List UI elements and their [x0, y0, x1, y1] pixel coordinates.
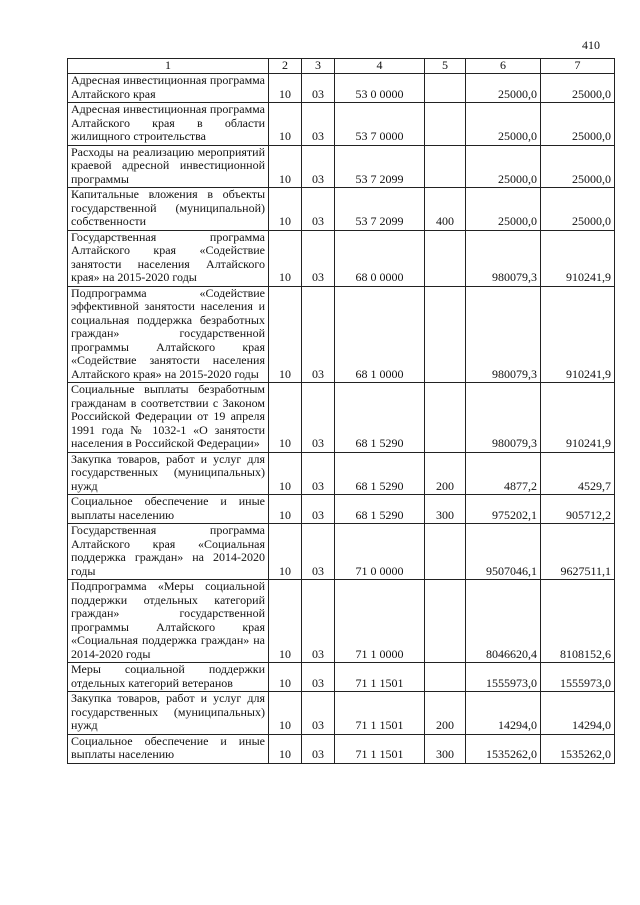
table-row — [68, 383, 615, 453]
expense-type-cell: 400 — [425, 188, 466, 231]
amount-year1-cell: 1535262,0 — [466, 734, 541, 763]
amount-year1-cell: 25000,0 — [466, 103, 541, 146]
column-header: 1 — [68, 59, 269, 74]
row-name-cell: Подпрограмма «Меры социальной поддержки отдельных категорий граждан» государственной программы Алтайского края «Социальная поддержка граждан» на 2014-2020 годы — [68, 580, 269, 663]
target-article-cell: 71 1 1501 — [335, 734, 425, 763]
expense-type-cell: 300 — [425, 495, 466, 524]
amount-year2-cell: 9627511,1 — [541, 524, 615, 580]
section-code-cell: 10 — [269, 188, 302, 231]
table-row — [68, 734, 615, 763]
expense-type-cell — [425, 524, 466, 580]
expense-type-cell — [425, 663, 466, 692]
table-row — [68, 188, 615, 231]
row-name-cell: Закупка товаров, работ и услуг для государственных (муниципальных) нужд — [68, 452, 269, 495]
amount-year1-cell: 980079,3 — [466, 230, 541, 286]
column-header: 3 — [302, 59, 335, 74]
section-code-cell: 10 — [269, 692, 302, 735]
amount-year2-cell: 910241,9 — [541, 286, 615, 383]
table-row — [68, 103, 615, 146]
amount-year2-cell: 14294,0 — [541, 692, 615, 735]
amount-year1-cell: 8046620,4 — [466, 580, 541, 663]
section-code-cell: 10 — [269, 580, 302, 663]
subsection-code-cell: 03 — [302, 692, 335, 735]
row-name-cell: Закупка товаров, работ и услуг для государственных (муниципальных) нужд — [68, 692, 269, 735]
section-code-cell: 10 — [269, 230, 302, 286]
amount-year2-cell: 1555973,0 — [541, 663, 615, 692]
target-article-cell: 53 7 0000 — [335, 103, 425, 146]
subsection-code-cell: 03 — [302, 524, 335, 580]
expense-type-cell — [425, 145, 466, 188]
amount-year2-cell: 25000,0 — [541, 145, 615, 188]
subsection-code-cell: 03 — [302, 734, 335, 763]
amount-year2-cell: 910241,9 — [541, 383, 615, 453]
target-article-cell: 71 1 0000 — [335, 580, 425, 663]
target-article-cell: 68 1 0000 — [335, 286, 425, 383]
target-article-cell: 53 7 2099 — [335, 188, 425, 231]
subsection-code-cell: 03 — [302, 103, 335, 146]
target-article-cell: 68 0 0000 — [335, 230, 425, 286]
row-name-cell: Государственная программа Алтайского края «Социальная поддержка граждан» на 2014-2020 годы — [68, 524, 269, 580]
table-row — [68, 145, 615, 188]
row-name-cell: Меры социальной поддержки отдельных категорий ветеранов — [68, 663, 269, 692]
target-article-cell: 68 1 5290 — [335, 452, 425, 495]
row-name-cell: Государственная программа Алтайского края «Содействие занятости населения Алтайского края» на 2015-2020 годы — [68, 230, 269, 286]
table-row — [68, 286, 615, 383]
amount-year1-cell: 980079,3 — [466, 383, 541, 453]
amount-year1-cell: 1555973,0 — [466, 663, 541, 692]
table-row — [68, 452, 615, 495]
subsection-code-cell: 03 — [302, 663, 335, 692]
target-article-cell: 71 1 1501 — [335, 663, 425, 692]
subsection-code-cell: 03 — [302, 580, 335, 663]
table-row — [68, 74, 615, 103]
section-code-cell: 10 — [269, 452, 302, 495]
amount-year1-cell: 9507046,1 — [466, 524, 541, 580]
amount-year2-cell: 910241,9 — [541, 230, 615, 286]
subsection-code-cell: 03 — [302, 74, 335, 103]
target-article-cell: 71 0 0000 — [335, 524, 425, 580]
amount-year2-cell: 25000,0 — [541, 74, 615, 103]
amount-year2-cell: 25000,0 — [541, 188, 615, 231]
column-header: 5 — [425, 59, 466, 74]
page-number: 410 — [582, 38, 600, 52]
table-row — [68, 692, 615, 735]
row-name-cell: Социальные выплаты безработным гражданам в соответствии с Законом Российской Федерации от 19 апреля 1991 года № 1032-1 «О занятости населения в Российской Федерации» — [68, 383, 269, 453]
row-name-cell: Адресная инвестиционная программа Алтайского края — [68, 74, 269, 103]
budget-table — [67, 58, 615, 764]
section-code-cell: 10 — [269, 145, 302, 188]
amount-year1-cell: 25000,0 — [466, 145, 541, 188]
row-name-cell: Социальное обеспечение и иные выплаты населению — [68, 495, 269, 524]
column-number-row — [68, 59, 615, 74]
row-name-cell: Адресная инвестиционная программа Алтайского края в области жилищного строительства — [68, 103, 269, 146]
target-article-cell: 68 1 5290 — [335, 495, 425, 524]
section-code-cell: 10 — [269, 74, 302, 103]
row-name-cell: Расходы на реализацию мероприятий краевой адресной инвестиционной программы — [68, 145, 269, 188]
table-row — [68, 580, 615, 663]
amount-year1-cell: 25000,0 — [466, 74, 541, 103]
row-name-cell: Социальное обеспечение и иные выплаты населению — [68, 734, 269, 763]
subsection-code-cell: 03 — [302, 230, 335, 286]
column-header: 7 — [541, 59, 615, 74]
row-name-cell: Подпрограмма «Содействие эффективной занятости населения и социальная поддержка безработных граждан» государственной программы Алтайского края «Содействие занятости населения Алтайского края» на 2015-2020 годы — [68, 286, 269, 383]
amount-year2-cell: 8108152,6 — [541, 580, 615, 663]
subsection-code-cell: 03 — [302, 383, 335, 453]
table-row — [68, 663, 615, 692]
expense-type-cell: 300 — [425, 734, 466, 763]
target-article-cell: 68 1 5290 — [335, 383, 425, 453]
subsection-code-cell: 03 — [302, 286, 335, 383]
expense-type-cell — [425, 74, 466, 103]
section-code-cell: 10 — [269, 524, 302, 580]
section-code-cell: 10 — [269, 103, 302, 146]
subsection-code-cell: 03 — [302, 188, 335, 231]
table-row — [68, 230, 615, 286]
section-code-cell: 10 — [269, 383, 302, 453]
expense-type-cell — [425, 103, 466, 146]
table-row — [68, 524, 615, 580]
target-article-cell: 71 1 1501 — [335, 692, 425, 735]
row-name-cell: Капитальные вложения в объекты государственной (муниципальной) собственности — [68, 188, 269, 231]
section-code-cell: 10 — [269, 734, 302, 763]
amount-year1-cell: 25000,0 — [466, 188, 541, 231]
amount-year1-cell: 14294,0 — [466, 692, 541, 735]
amount-year2-cell: 25000,0 — [541, 103, 615, 146]
amount-year1-cell: 980079,3 — [466, 286, 541, 383]
subsection-code-cell: 03 — [302, 495, 335, 524]
column-header: 4 — [335, 59, 425, 74]
section-code-cell: 10 — [269, 663, 302, 692]
amount-year1-cell: 975202,1 — [466, 495, 541, 524]
amount-year2-cell: 905712,2 — [541, 495, 615, 524]
subsection-code-cell: 03 — [302, 452, 335, 495]
amount-year2-cell: 4529,7 — [541, 452, 615, 495]
expense-type-cell: 200 — [425, 692, 466, 735]
expense-type-cell: 200 — [425, 452, 466, 495]
section-code-cell: 10 — [269, 286, 302, 383]
subsection-code-cell: 03 — [302, 145, 335, 188]
target-article-cell: 53 0 0000 — [335, 74, 425, 103]
expense-type-cell — [425, 230, 466, 286]
column-header: 2 — [269, 59, 302, 74]
expense-type-cell — [425, 383, 466, 453]
expense-type-cell — [425, 286, 466, 383]
amount-year2-cell: 1535262,0 — [541, 734, 615, 763]
column-header: 6 — [466, 59, 541, 74]
expense-type-cell — [425, 580, 466, 663]
table-row — [68, 495, 615, 524]
section-code-cell: 10 — [269, 495, 302, 524]
target-article-cell: 53 7 2099 — [335, 145, 425, 188]
amount-year1-cell: 4877,2 — [466, 452, 541, 495]
